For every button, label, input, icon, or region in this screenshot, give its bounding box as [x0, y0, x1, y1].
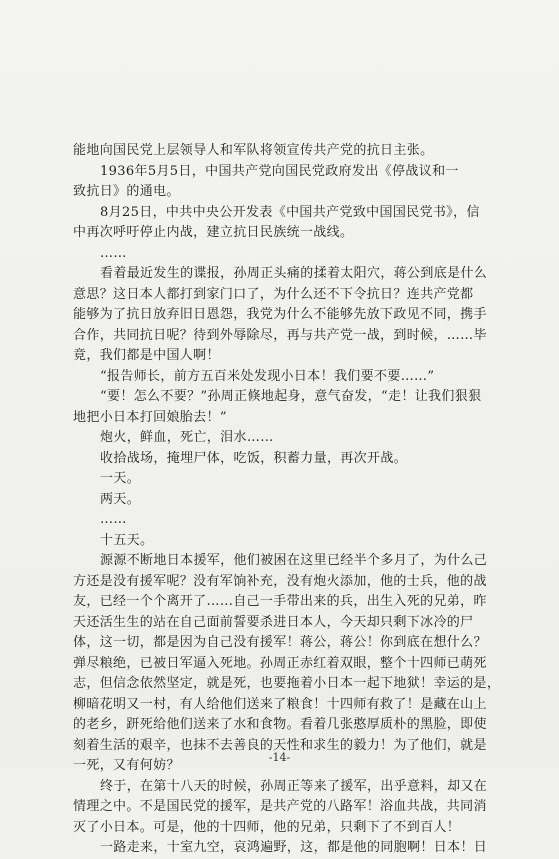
text-line: 方还是没有援军呢？没有军饷补充，没有炮火添加，他的士兵，他的战: [73, 573, 487, 589]
text-line: 致抗日》的通电。: [73, 184, 180, 199]
text-line: 地把小日本打回娘胎去！”: [73, 409, 227, 425]
text-line: 情理之中。不是国民党的援军，是共产党的八路军！浴血共战，共同消: [73, 799, 487, 814]
text-line: 中再次呼吁停止内战，建立抗日民族统一战线。: [73, 225, 354, 240]
text-line: 一天。: [100, 471, 141, 486]
text-line: 体，这一切，都是因为自己没有援军！蒋公，蒋公！你到底在想什么？: [73, 635, 487, 650]
text-line: 志，但信念依然坚定，就是死，也要拖着小日本一起下地狱！幸运的是，: [73, 676, 501, 691]
text-line: 的老乡，趼死给他们送来了水和食物。看着几张憨厚质朴的黑脸，即使: [73, 717, 487, 732]
text-line: 柳暗花明又一村，有人给他们送来了粮食！十四师有救了！是藏在山上: [73, 696, 487, 712]
text-line: 刻着生活的艰辛，也抹不去善良的天性和求生的毅力！为了他们，就是: [73, 737, 487, 753]
text-line: 收拾战场，掩埋尸体，吃饭，积蓄力量，再次开战。: [100, 450, 408, 466]
text-line: 天还活生生的站在自己面前誓要杀进日本人，今天却只剩下冰冷的尸: [73, 614, 474, 630]
text-line: “要！怎么不要？”孙周正倏地起身，意气奋发，“走！让我们狠狠: [100, 389, 482, 404]
text-line: 能够为了抗日放弃旧日恩怨，我党为什么不能够先放下政见不同，携手: [73, 307, 487, 322]
text-line: 弹尽粮绝，已被日军逼入死地。孙周正赤红着双眼，整个十四师已萌死: [73, 655, 487, 671]
text-line: 一死，又有何妨？: [73, 758, 180, 773]
text-line: “报告师长，前方五百米处发现小日本！我们要不要……”: [100, 368, 435, 384]
text-line: 灭了小日本。可是，他的十四师，他的兄弟，只剩下了不到百人！: [73, 819, 461, 835]
text-line: 终于，在第十八天的时候，孙周正等来了援军，出乎意料，却又在: [100, 778, 488, 794]
text-line: 十五天。: [100, 532, 154, 548]
text-line: 一路走来，十室九空，哀鸿遍野，这，都是他的同胞啊！日本！日: [100, 840, 488, 855]
text-line: 竟，我们都是中国人啊！: [73, 348, 220, 363]
text-line: 看着最近发生的谍报，孙周正头痛的揉着太阳穴，蒋公到底是什么: [100, 266, 488, 281]
text-line: 8月25日，中共中央公开发表《中国共产党致中国国民党书》，信: [100, 204, 480, 220]
text-line: ……: [100, 245, 127, 261]
text-line: 炮火，鲜血，死亡，泪水……: [100, 430, 274, 445]
text-line: 友，已经一个个离开了……自己一手带出来的兵，出生入死的兄弟，昨: [73, 594, 487, 609]
text-line: 合作，共同抗日呢？待到外辱除尽，再与共产党一战，到时候，……毕: [73, 327, 487, 343]
text-line: 能地向国民党上层领导人和军队将领宣传共产党的抗日主张。: [73, 143, 434, 158]
text-line: 1936年5月5日，中国共产党向国民党政府发出《停战议和一: [100, 163, 459, 179]
text-line: ……: [100, 512, 127, 527]
text-line: 两天。: [100, 491, 141, 507]
page-number: -14-: [268, 751, 291, 764]
text-line: 源源不断地日本援军，他们被困在这里已经半个多月了，为什么己: [100, 553, 488, 568]
text-line: 意思？这日本人都打到家门口了，为什么还不下令抗日？连共产党都: [73, 286, 474, 302]
